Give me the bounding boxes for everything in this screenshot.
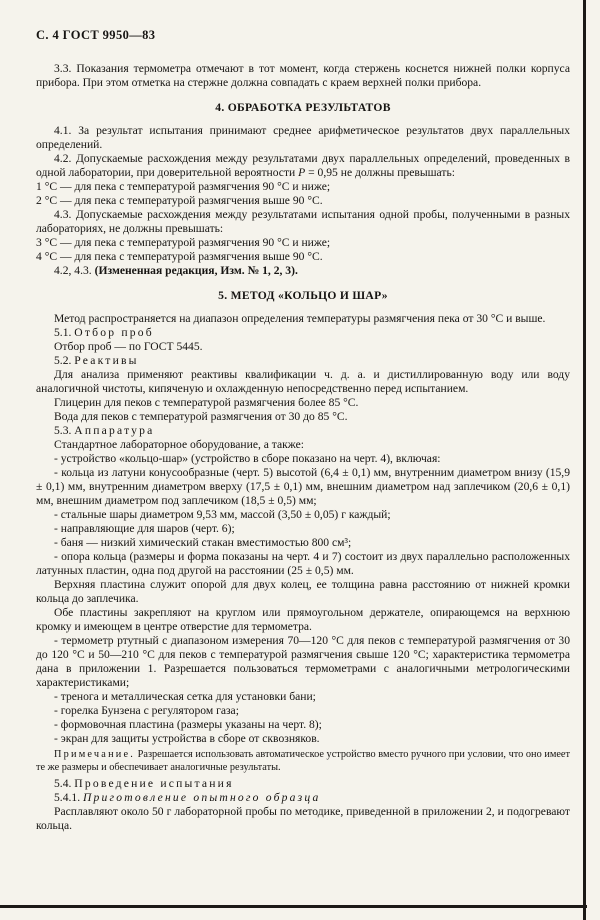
- text-run: 5.1.: [54, 326, 75, 339]
- list-item: [36, 550, 570, 578]
- text-run: 5.2.: [54, 354, 75, 367]
- note: [36, 749, 570, 774]
- list-item: [36, 236, 570, 250]
- paragraph: [36, 368, 570, 396]
- list-item: [36, 536, 570, 550]
- text-run: Реактивы: [74, 354, 139, 367]
- list-item: [36, 452, 570, 466]
- paragraph: [36, 396, 570, 410]
- text-run: - экран для защиты устройства в сборе от сквозняков.: [54, 732, 320, 745]
- page-header: С. 4 ГОСТ 9950—83: [36, 28, 156, 42]
- section-heading: [36, 101, 570, 115]
- list-item: [36, 704, 570, 718]
- text-run: Вода для пеков с температурой размягчения от 30 до 85 °С.: [54, 410, 348, 423]
- paragraph: [36, 62, 570, 90]
- text-run: 4.2, 4.3.: [54, 264, 95, 277]
- text-run: 5.4.: [54, 777, 75, 790]
- paragraph: [36, 578, 570, 606]
- list-item: [36, 180, 570, 194]
- text-run: - опора кольца (размеры и форма показаны на черт. 4 и 7) состоит из двух параллельно расположенных латунных пластин, одна под другой на расстоянии (25 ± 0,5) мм.: [36, 550, 570, 577]
- text-run: 4.2. Допускаемые расхождения между результатами двух параллельных определений, проведенных в одной лаборатории, при доверительной вероятности: [36, 152, 570, 179]
- paragraph: [36, 152, 570, 180]
- paragraph: [36, 208, 570, 236]
- text-run: - горелка Бунзена с регулятором газа;: [54, 704, 239, 717]
- text-run: Метод распространяется на диапазон определения температуры размягчения пека от 30 °С и выше.: [54, 312, 546, 325]
- text-run: = 0,95 не должны превышать:: [305, 166, 455, 179]
- list-item: [36, 194, 570, 208]
- text-run: 4 °С — для пека с температурой размягчения выше 90 °С.: [36, 250, 323, 263]
- list-item: [36, 634, 570, 690]
- paragraph: [36, 410, 570, 424]
- paragraph: [36, 312, 570, 326]
- text-run: Примечание.: [54, 749, 136, 760]
- subsection-heading: [36, 354, 570, 368]
- text-run: - направляющие для шаров (черт. 6);: [54, 522, 235, 535]
- text-run: 5. МЕТОД «КОЛЬЦО И ШАР»: [218, 289, 388, 302]
- subsection-heading: [36, 777, 570, 791]
- paragraph: [36, 805, 570, 833]
- text-run: 4. ОБРАБОТКА РЕЗУЛЬТАТОВ: [215, 101, 391, 114]
- subsection-heading: [36, 791, 570, 805]
- text-run: Обе пластины закрепляют на круглом или прямоугольном держателе, опирающемся на верхнюю кромку и имеющем в центре отверстие для термометра.: [36, 606, 570, 633]
- text-run: 4.1. За результат испытания принимают среднее арифметическое результатов двух параллельных определений.: [36, 124, 570, 151]
- text-run: - устройство «кольцо-шар» (устройство в сборе показано на черт. 4), включая:: [54, 452, 441, 465]
- text-run: Для анализа применяют реактивы квалификации ч. д. а. и дистиллированную воду или воду аналогичной чистоты, кипяченую и охлажденную непосредственно перед испытанием.: [36, 368, 570, 395]
- section-heading: [36, 289, 570, 303]
- text-run: Разрешается использовать автоматическое устройство вместо ручного при условии, что оно имеет те же размеры и обеспечивает аналогичные результаты.: [36, 749, 570, 773]
- text-run: - тренога и металлическая сетка для установки бани;: [54, 690, 316, 703]
- scan-edge-bottom: [0, 905, 587, 908]
- paragraph: [36, 606, 570, 634]
- text-run: - термометр ртутный с диапазоном измерения 70—120 °С для пеков с температурой размягчения от 30 до 120 °С и 50—210 °С для пеков с температурой размягчения свыше 120 °С; характеристика термометра дана в приложении 1. Разрешается пользоваться термометрами с аналогичными метрологическими характеристиками;: [36, 634, 570, 689]
- paragraph: [36, 438, 570, 452]
- list-item: [36, 732, 570, 746]
- text-run: Расплавляют около 50 г лабораторной пробы по методике, приведенной в приложении 2, и подогревают кольца.: [36, 805, 570, 832]
- text-run: Проведение испытания: [74, 777, 234, 790]
- text-run: 3 °С — для пека с температурой размягчения 90 °С и ниже;: [36, 236, 331, 249]
- text-run: - баня — низкий химический стакан вместимостью 800 см³;: [54, 536, 352, 549]
- text-run: - формовочная пластина (размеры указаны на черт. 8);: [54, 718, 322, 731]
- list-item: [36, 508, 570, 522]
- text-run: 4.3. Допускаемые расхождения между результатами испытания одной пробы, полученными в разных лабораториях, не должны превышать:: [36, 208, 570, 235]
- text-run: 2 °С — для пека с температурой размягчения выше 90 °С.: [36, 194, 323, 207]
- list-item: [36, 466, 570, 508]
- list-item: [36, 690, 570, 704]
- subsection-heading: [36, 424, 570, 438]
- paragraph: [36, 264, 570, 278]
- text-run: 5.4.1.: [54, 791, 83, 804]
- text-run: Глицерин для пеков с температурой размягчения более 85 °С.: [54, 396, 359, 409]
- list-item: [36, 250, 570, 264]
- text-run: - кольца из латуни конусообразные (черт. 5) высотой (6,4 ± 0,1) мм, внутренним диаметром внизу (15,9 ± 0,1) мм, внутренним диаметром вверху (17,5 ± 0,1) мм, внешним диаметром над заплечиком (20,6 ± 0,1) мм, внешним диаметром под заплечиком (18,5 ± 0,5) мм;: [36, 466, 570, 507]
- text-run: Стандартное лабораторное оборудование, а также:: [54, 438, 305, 451]
- list-item: [36, 718, 570, 732]
- paragraph: [36, 340, 570, 354]
- text-run: 1 °С — для пека с температурой размягчения 90 °С и ниже;: [36, 180, 331, 193]
- scan-edge-right: [583, 0, 586, 920]
- text-run: Отбор проб: [74, 326, 154, 339]
- list-item: [36, 522, 570, 536]
- text-run: 5.3.: [54, 424, 75, 437]
- document-body: [36, 62, 570, 833]
- subsection-heading: [36, 326, 570, 340]
- text-run: Отбор проб — по ГОСТ 5445.: [54, 340, 203, 353]
- text-run: Приготовление опытного образца: [82, 791, 321, 804]
- text-run: Аппаратура: [74, 424, 155, 437]
- text-run: (Измененная редакция, Изм. № 1, 2, 3).: [94, 264, 298, 277]
- text-run: - стальные шары диаметром 9,53 мм, массой (3,50 ± 0,05) г каждый;: [54, 508, 391, 521]
- text-run: Р: [298, 166, 306, 179]
- text-run: Верхняя пластина служит опорой для двух колец, ее толщина равна расстоянию от нижней кромки кольца до заплечика.: [36, 578, 570, 605]
- paragraph: [36, 124, 570, 152]
- text-run: 3.3. Показания термометра отмечают в тот момент, когда стержень коснется нижней полки корпуса прибора. При этом отметка на стержне должна совпадать с краем верхней полки прибора.: [36, 62, 570, 89]
